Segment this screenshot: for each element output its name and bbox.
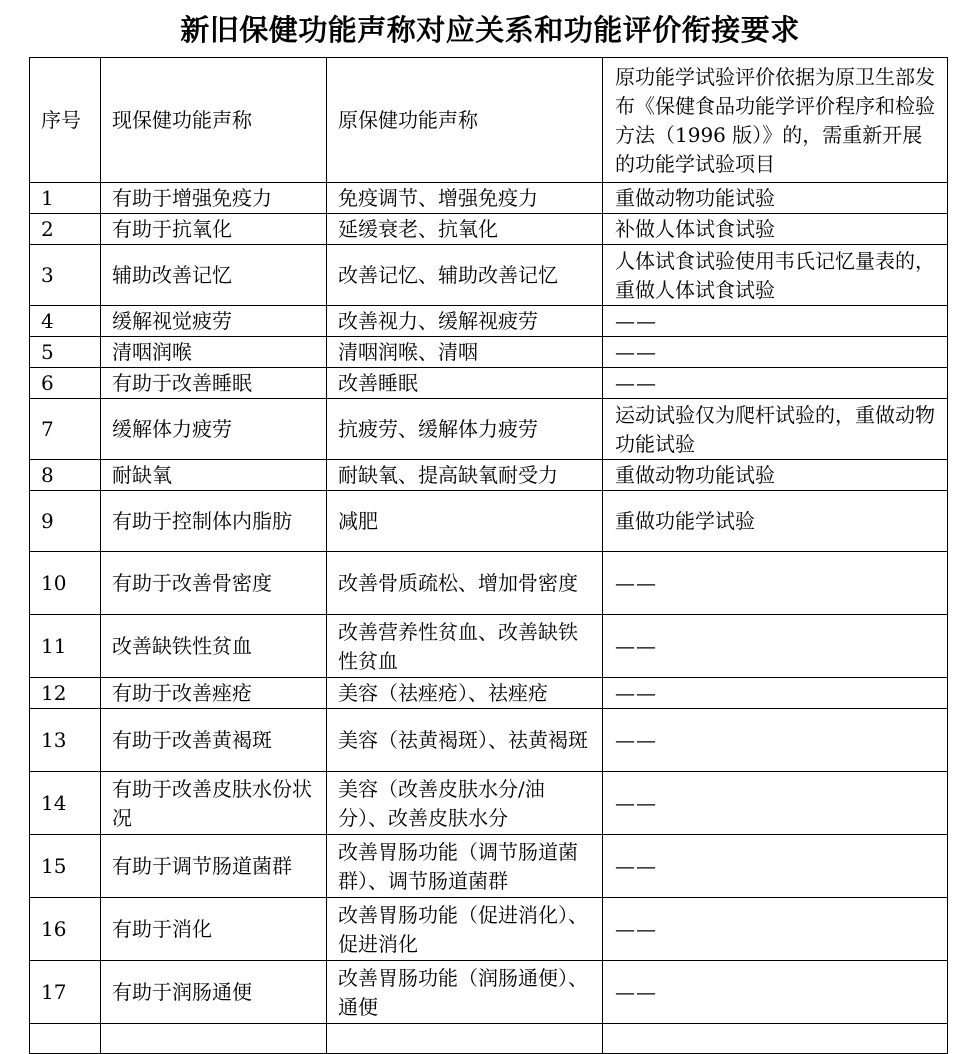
claims-table xyxy=(29,57,948,1054)
cell-requirement: —— xyxy=(603,306,948,337)
cell-seq: 8 xyxy=(30,460,101,491)
cell-old-claim: 改善胃肠功能（促进消化）、促进消化 xyxy=(327,898,603,961)
cell-requirement: 运动试验仅为爬杆试验的，重做动物功能试验 xyxy=(603,399,948,460)
table-row xyxy=(30,245,948,306)
table-row xyxy=(30,615,948,678)
cell-requirement: 人体试食试验使用韦氏记忆量表的，重做人体试食试验 xyxy=(603,245,948,306)
table-row xyxy=(30,491,948,552)
cell-new-claim: 改善缺铁性贫血 xyxy=(101,615,327,678)
cell-seq: 14 xyxy=(30,772,101,835)
cell-new-claim: 清咽润喉 xyxy=(101,337,327,368)
cell-seq: 9 xyxy=(30,491,101,552)
cell-new-claim: 有助于改善痤疮 xyxy=(101,678,327,709)
cell-seq: 10 xyxy=(30,552,101,615)
cell-old-claim: 清咽润喉、清咽 xyxy=(327,337,603,368)
cell-seq: 17 xyxy=(30,961,101,1024)
table-row xyxy=(30,961,948,1024)
table-header-row xyxy=(30,58,948,183)
cell-requirement: —— xyxy=(603,337,948,368)
cell-new-claim: 缓解体力疲劳 xyxy=(101,399,327,460)
cell-seq: 16 xyxy=(30,898,101,961)
cell-requirement: —— xyxy=(603,709,948,772)
table-row xyxy=(30,214,948,245)
table-row-partial xyxy=(30,1024,948,1054)
cell-old-claim: 改善胃肠功能（调节肠道菌群）、调节肠道菌群 xyxy=(327,835,603,898)
header-requirement: 原功能学试验评价依据为原卫生部发布《保健食品功能学评价程序和检验方法（1996 版）》的，需重新开展的功能学试验项目 xyxy=(603,58,948,183)
cell-requirement: —— xyxy=(603,615,948,678)
table-row xyxy=(30,835,948,898)
cell-requirement: —— xyxy=(603,898,948,961)
header-old-claim: 原保健功能声称 xyxy=(327,58,603,183)
table-row xyxy=(30,678,948,709)
cell-old-claim: 改善骨质疏松、增加骨密度 xyxy=(327,552,603,615)
cell-requirement: —— xyxy=(603,961,948,1024)
cell-seq: 4 xyxy=(30,306,101,337)
cell-seq: 6 xyxy=(30,368,101,399)
cell-old-claim-empty xyxy=(327,1024,603,1054)
cell-seq: 7 xyxy=(30,399,101,460)
cell-seq: 15 xyxy=(30,835,101,898)
cell-new-claim: 有助于消化 xyxy=(101,898,327,961)
cell-new-claim: 有助于改善皮肤水份状况 xyxy=(101,772,327,835)
header-new-claim: 现保健功能声称 xyxy=(101,58,327,183)
header-seq: 序号 xyxy=(30,58,101,183)
cell-old-claim: 耐缺氧、提高缺氧耐受力 xyxy=(327,460,603,491)
table-row xyxy=(30,552,948,615)
cell-new-claim: 有助于抗氧化 xyxy=(101,214,327,245)
cell-new-claim: 耐缺氧 xyxy=(101,460,327,491)
cell-seq: 11 xyxy=(30,615,101,678)
table-row xyxy=(30,399,948,460)
cell-requirement: —— xyxy=(603,552,948,615)
cell-requirement: —— xyxy=(603,772,948,835)
cell-old-claim: 美容（改善皮肤水分/油分）、改善皮肤水分 xyxy=(327,772,603,835)
cell-new-claim: 有助于改善黄褐斑 xyxy=(101,709,327,772)
cell-requirement: 补做人体试食试验 xyxy=(603,214,948,245)
cell-new-claim: 缓解视觉疲劳 xyxy=(101,306,327,337)
cell-seq: 1 xyxy=(30,183,101,214)
cell-old-claim: 美容（祛黄褐斑）、祛黄褐斑 xyxy=(327,709,603,772)
cell-new-claim: 有助于润肠通便 xyxy=(101,961,327,1024)
cell-new-claim: 有助于改善骨密度 xyxy=(101,552,327,615)
cell-new-claim-empty xyxy=(101,1024,327,1054)
cell-new-claim: 有助于调节肠道菌群 xyxy=(101,835,327,898)
table-row xyxy=(30,337,948,368)
table-row xyxy=(30,183,948,214)
cell-requirement: 重做动物功能试验 xyxy=(603,460,948,491)
document-title: 新旧保健功能声称对应关系和功能评价衔接要求 xyxy=(180,13,800,47)
cell-requirement: 重做动物功能试验 xyxy=(603,183,948,214)
table-row xyxy=(30,898,948,961)
cell-old-claim: 改善胃肠功能（润肠通便）、通便 xyxy=(327,961,603,1024)
cell-old-claim: 改善营养性贫血、改善缺铁性贫血 xyxy=(327,615,603,678)
table-row xyxy=(30,368,948,399)
cell-seq: 5 xyxy=(30,337,101,368)
cell-old-claim: 美容（祛痤疮）、祛痤疮 xyxy=(327,678,603,709)
cell-requirement: 重做功能学试验 xyxy=(603,491,948,552)
table-row xyxy=(30,709,948,772)
table-row xyxy=(30,460,948,491)
cell-old-claim: 延缓衰老、抗氧化 xyxy=(327,214,603,245)
table-row xyxy=(30,306,948,337)
cell-new-claim: 辅助改善记忆 xyxy=(101,245,327,306)
table-row xyxy=(30,772,948,835)
cell-old-claim: 改善记忆、辅助改善记忆 xyxy=(327,245,603,306)
cell-requirement-empty xyxy=(603,1024,948,1054)
cell-requirement: —— xyxy=(603,678,948,709)
cell-old-claim: 减肥 xyxy=(327,491,603,552)
cell-seq: 12 xyxy=(30,678,101,709)
cell-old-claim: 改善睡眠 xyxy=(327,368,603,399)
cell-seq: 13 xyxy=(30,709,101,772)
cell-new-claim: 有助于控制体内脂肪 xyxy=(101,491,327,552)
cell-seq: 3 xyxy=(30,245,101,306)
cell-old-claim: 免疫调节、增强免疫力 xyxy=(327,183,603,214)
cell-new-claim: 有助于改善睡眠 xyxy=(101,368,327,399)
cell-new-claim: 有助于增强免疫力 xyxy=(101,183,327,214)
cell-requirement: —— xyxy=(603,835,948,898)
cell-requirement: —— xyxy=(603,368,948,399)
cell-old-claim: 抗疲劳、缓解体力疲劳 xyxy=(327,399,603,460)
cell-seq: 2 xyxy=(30,214,101,245)
cell-old-claim: 改善视力、缓解视疲劳 xyxy=(327,306,603,337)
cell-seq-empty xyxy=(30,1024,101,1054)
